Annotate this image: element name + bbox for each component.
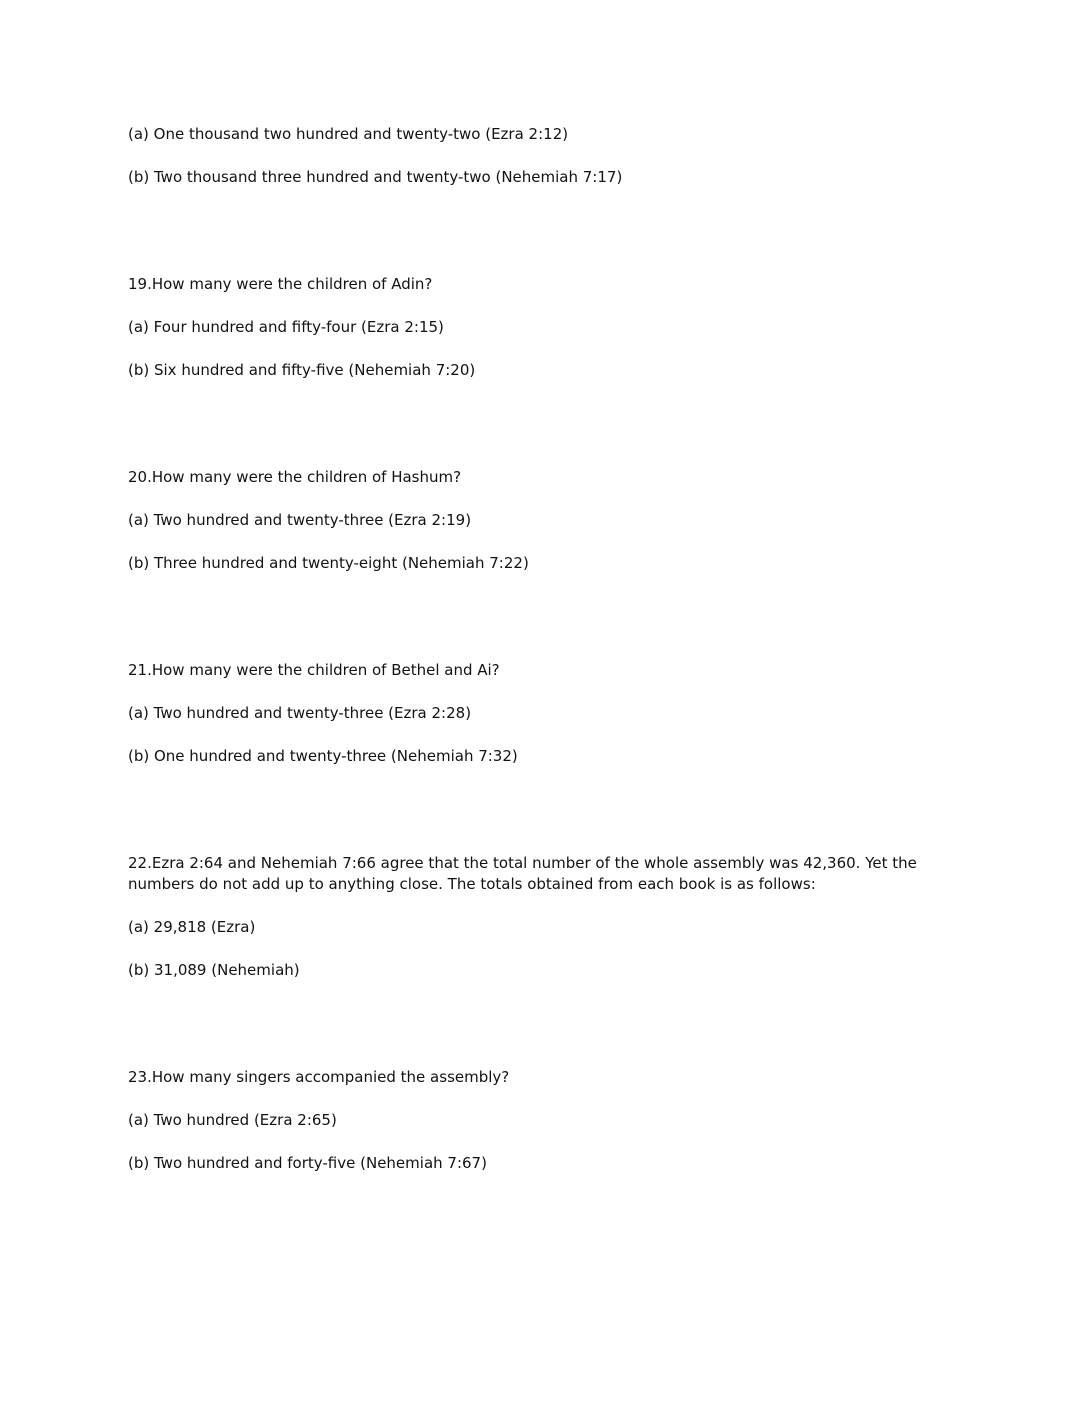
question-text: 23.How many singers accompanied the assembly?: [128, 1068, 510, 1086]
question-block-19: [128, 274, 984, 381]
block-gap: [128, 1003, 984, 1067]
answer-b: (b) Two hundred and forty-five (Nehemiah 7:67): [128, 1154, 487, 1172]
answer-a: (a) Two hundred and twenty-three (Ezra 2:28): [128, 704, 472, 722]
answer-b: (b) Six hundred and fifty-five (Nehemiah 7:20): [128, 361, 476, 379]
question-text: 20.How many were the children of Hashum?: [128, 468, 462, 486]
question-block-21: [128, 660, 984, 767]
answer-a: (a) 29,818 (Ezra): [128, 918, 256, 936]
answer-b: (b) 31,089 (Nehemiah): [128, 961, 300, 979]
question-text: 22.Ezra 2:64 and Nehemiah 7:66 agree that the total number of the whole assembly was 42,360. Yet the numbers do not add up to anything close. The totals obtained from each book is as follows:: [128, 854, 917, 893]
answer-a: (a) One thousand two hundred and twenty-two (Ezra 2:12): [128, 125, 569, 143]
answer-b: (b) Three hundred and twenty-eight (Nehemiah 7:22): [128, 554, 529, 572]
answer-b: (b) One hundred and twenty-three (Nehemiah 7:32): [128, 747, 518, 765]
question-block-20: [128, 467, 984, 574]
question-block-23: [128, 1067, 984, 1174]
answer-a: (a) Two hundred (Ezra 2:65): [128, 1111, 337, 1129]
question-block-22: [128, 853, 984, 981]
answer-a: (a) Four hundred and fifty-four (Ezra 2:15): [128, 318, 444, 336]
question-text: 19.How many were the children of Adin?: [128, 275, 433, 293]
block-gap: [128, 210, 984, 274]
block-gap: [128, 789, 984, 853]
block-gap: [128, 403, 984, 467]
document-content: [128, 124, 984, 1196]
question-text: 21.How many were the children of Bethel and Ai?: [128, 661, 500, 679]
block-gap: [128, 596, 984, 660]
answer-b: (b) Two thousand three hundred and twenty-two (Nehemiah 7:17): [128, 168, 623, 186]
answer-a: (a) Two hundred and twenty-three (Ezra 2:19): [128, 511, 472, 529]
question-block-prev: [128, 124, 984, 188]
